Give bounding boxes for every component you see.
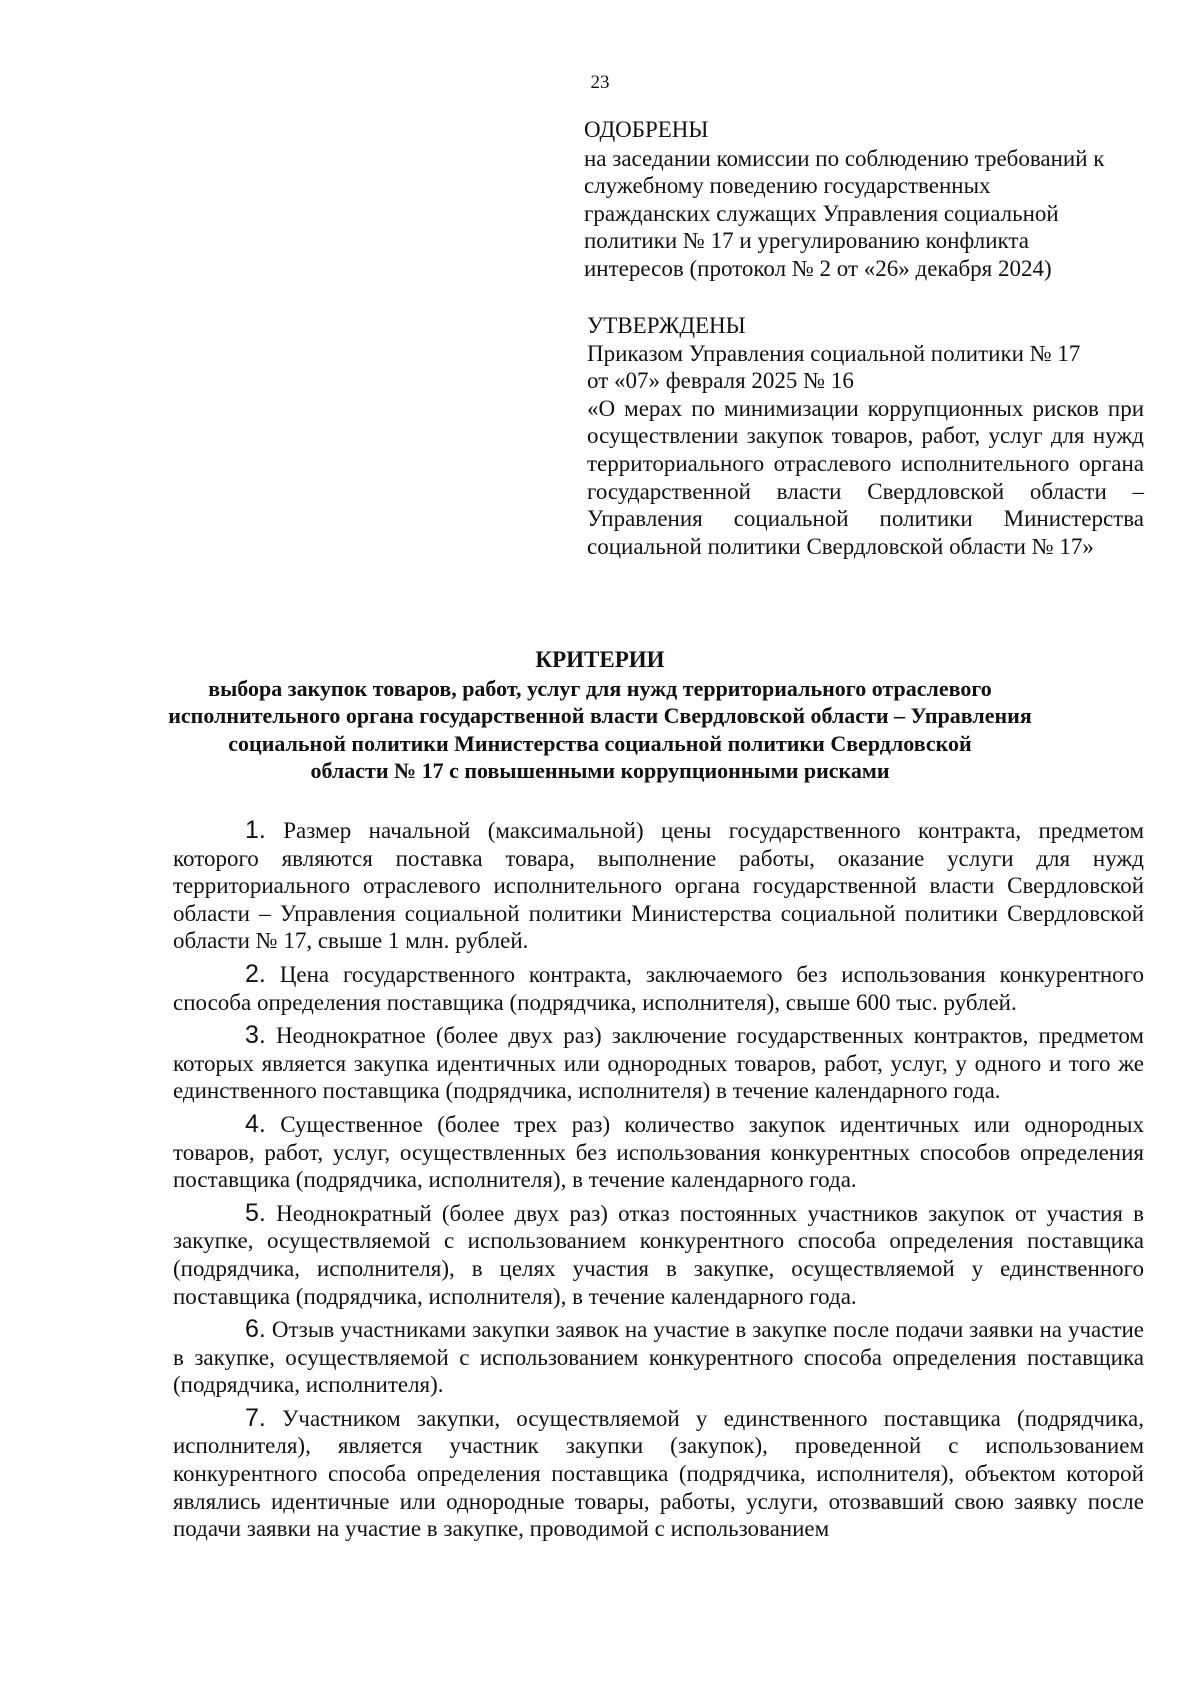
confirmation-stamp <box>587 312 1144 560</box>
title-line: социальной политики Министерства социальной политики Свердловской <box>228 730 972 756</box>
page-number: 23 <box>590 72 610 93</box>
title-line: исполнительного органа государственной власти Свердловской области – Управления <box>168 703 1032 728</box>
criteria-item <box>173 1111 1144 1194</box>
criteria-item <box>173 1316 1144 1399</box>
document-title <box>150 646 1050 785</box>
criteria-text: Отзыв участниками закупки заявок на участие в закупке после подачи заявки на участие в закупке, осуществляемой с использованием конкурентного способа определения поставщика (подрядчика, исполнителя). <box>173 1317 1144 1398</box>
title-main: КРИТЕРИИ <box>535 647 665 672</box>
approval-stamp <box>584 116 1144 283</box>
criteria-number: 6. <box>245 1315 266 1344</box>
criteria-list <box>173 817 1144 1549</box>
criteria-text: Участником закупки, осуществляемой у единственного поставщика (подрядчика, исполнителя), является участник закупки (закупок), проведенной с использованием конкурентного способа определения поставщика (подрядчика, исполнителя), объектом которой являлись идентичные или однородные товары, работы, услуги, отозвавший свою заявку после подачи заявки на участие в закупке, проводимой с использованием <box>173 1405 1144 1542</box>
criteria-number: 5. <box>245 1198 266 1227</box>
criteria-text: Неоднократный (более двух раз) отказ постоянных участников закупок от участия в закупке, осуществляемой с использованием конкурентного способа определения поставщика (подрядчика, исполнителя), в целях участия в закупке, осуществляемой у единственного поставщика (подрядчика, исполнителя), в течение календарного года. <box>173 1200 1145 1309</box>
criteria-number: 2. <box>245 959 266 988</box>
criteria-text: Неоднократное (более двух раз) заключение государственных контрактов, предметом которых является закупка идентичных или однородных товаров, работ, услуг, у одного и того же единственного поставщика (подрядчика, исполнителя) в течение календарного года. <box>173 1023 1144 1104</box>
confirmed-heading: УТВЕРЖДЕНЫ <box>587 313 746 338</box>
criteria-number: 3. <box>245 1021 266 1050</box>
criteria-text: Цена государственного контракта, заключаемого без использования конкурентного способа определения поставщика (подрядчика, исполнителя), свыше 600 тыс. рублей. <box>173 961 1144 1015</box>
criteria-number: 1. <box>245 816 266 844</box>
title-line: выбора закупок товаров, работ, услуг для нужд территориального отраслевого <box>208 675 992 701</box>
criteria-item <box>173 1022 1144 1105</box>
approved-line: интересов (протокол № 2 от «26» декабря 2024) <box>584 255 1052 281</box>
criteria-item <box>173 1200 1144 1310</box>
criteria-number: 4. <box>245 1109 266 1138</box>
approved-line: служебному поведению государственных <box>584 173 991 199</box>
criteria-text: Существенное (более трех раз) количество закупок идентичных или однородных товаров, работ, услуг, осуществленных без использования конкурентных способов определения поставщика (подрядчика, исполнителя), в течение календарного года. <box>173 1111 1145 1193</box>
criteria-item <box>173 961 1144 1016</box>
approved-line: политики № 17 и урегулированию конфликта <box>584 228 1029 254</box>
criteria-item <box>173 817 1144 955</box>
confirmed-date-line: от «07» февраля 2025 № 16 <box>587 368 854 394</box>
title-line: области № 17 с повышенными коррупционными рисками <box>310 758 890 783</box>
confirmed-order-line: Приказом Управления социальной политики № 17 <box>587 340 1081 366</box>
approved-line: на заседании комиссии по соблюдению требований к <box>584 145 1105 171</box>
criteria-item <box>173 1405 1144 1543</box>
criteria-number: 7. <box>245 1403 266 1432</box>
approved-heading: ОДОБРЕНЫ <box>584 117 709 142</box>
criteria-text: Размер начальной (максимальной) цены государственного контракта, предметом которого являются поставка товара, выполнение работы, оказание услуги для нужд территориального отраслевого исполнительного органа государственной власти Свердловской области – Управления социальной политики Министерства социальной политики Свердловской области № 17, свыше 1 млн. рублей. <box>173 818 1144 954</box>
confirmed-order-title: «О мерах по минимизации коррупционных рисков при осуществлении закупок товаров, работ, услуг для нужд территориального отраслевого исполнительного органа государственной власти Свердловской области – Управления социальной политики Министерства социальной политики Свердловской области № 17» <box>587 395 1144 559</box>
approved-line: гражданских служащих Управления социальной <box>584 200 1059 226</box>
